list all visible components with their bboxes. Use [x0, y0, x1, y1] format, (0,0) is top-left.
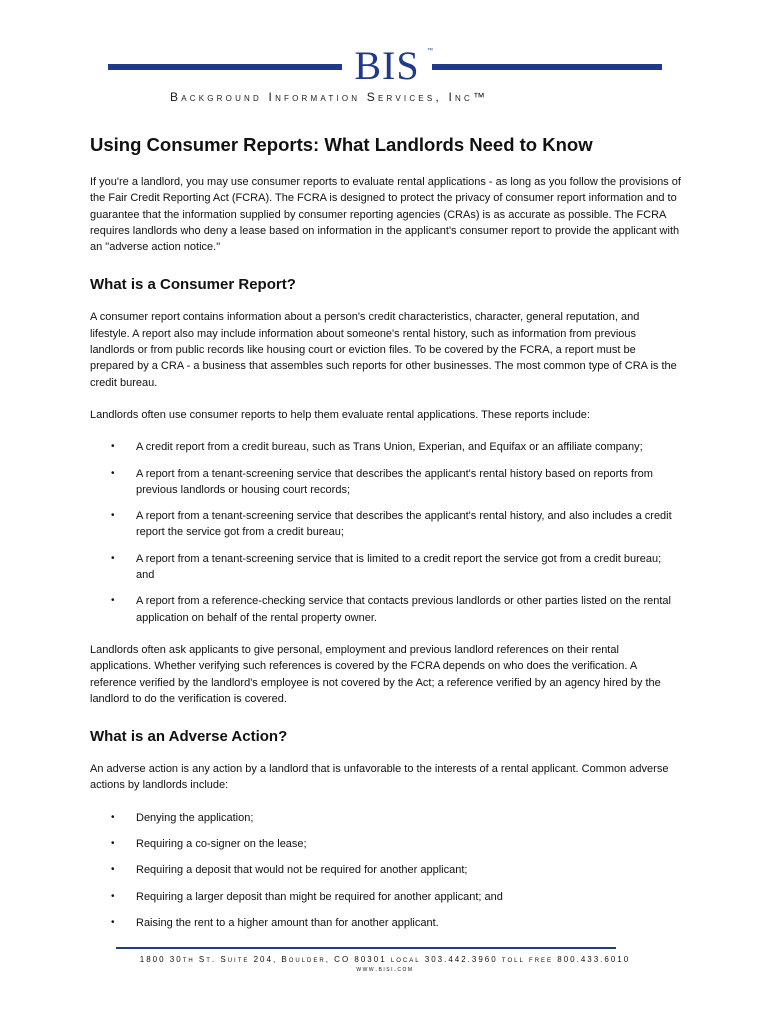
list-item: • A report from a reference-checking service that contacts previous landlords or other parties listed on the rental application on behalf of the rental property owner. — [111, 595, 671, 624]
list-item: • Requiring a deposit that would not be required for another applicant; — [90, 862, 682, 878]
references-paragraph: Landlords often ask applicants to give personal, employment and previous landlord references on their rental applications. Whether verifying such references is covered by the FCRA depends on who does the verification. A reference verified by the landlord's employee is not covered by the Act; a reference verified by an agency hired by the landlord to do the verification is covered. — [90, 643, 661, 705]
company-name: Background Information Services, Inc™ — [170, 90, 489, 104]
bullet-icon: • — [111, 916, 115, 928]
adverse-actions-list — [90, 810, 682, 931]
footer-website-link[interactable]: www.bisi.com — [356, 966, 414, 973]
company-logo: BIS — [354, 43, 420, 88]
bullet-icon: • — [111, 510, 115, 522]
document-body — [90, 134, 682, 947]
list-item: • Requiring a larger deposit than might be required for another applicant; and — [90, 889, 682, 905]
footer-rule — [116, 947, 616, 949]
list-item: • Raising the rent to a higher amount than for another applicant. — [90, 915, 682, 931]
header-rule-left — [108, 64, 342, 70]
intro-paragraph: If you're a landlord, you may use consumer reports to evaluate rental applications - as long as you follow the provisions of the Fair Credit Reporting Act (FCRA). The FCRA is designed to protect the privacy of consumer report information and to guarantee that the information supplied by consumer reporting agencies (CRAs) is as accurate as possible. The FCRA requires landlords who deny a lease based on information in the applicant's consumer report to provide the applicant with an "adverse action notice." — [90, 176, 681, 254]
bullet-icon: • — [111, 890, 115, 902]
list-item: • A report from a tenant-screening service that describes the applicant's rental history based on reports from previous landlords or housing court records; — [111, 467, 653, 496]
list-item: • Denying the application; — [90, 810, 682, 826]
adverse-action-paragraph: An adverse action is any action by a landlord that is unfavorable to the interests of a rental applicant. Common adverse actions by landlords include: — [90, 763, 669, 792]
bullet-icon: • — [111, 811, 115, 823]
bullet-icon: • — [111, 467, 115, 479]
list-item: • Requiring a co-signer on the lease; — [90, 836, 682, 852]
report-types-list — [90, 439, 682, 626]
bullet-icon: • — [111, 552, 115, 564]
list-item: • A report from a tenant-screening service that is limited to a credit report the service got from a credit bureau; and — [111, 552, 662, 582]
section-heading-adverse-action: What is an Adverse Action? — [90, 728, 288, 746]
bullet-icon: • — [111, 595, 115, 607]
bullet-icon: • — [111, 838, 115, 850]
section-heading-consumer-report: What is a Consumer Report? — [90, 276, 296, 294]
logo-trademark: ™ — [427, 48, 433, 54]
bullet-icon: • — [111, 441, 115, 453]
consumer-report-paragraph: A consumer report contains information about a person's credit characteristics, character, general reputation, and lifestyle. A report also may include information about someone's rental history, such as information from previous landlords or from public records like housing court or eviction files. To be covered by the FCRA, a report must be prepared by a CRA - a business that assembles such reports for other businesses. The most common type of CRA is the credit bureau. — [90, 311, 677, 389]
list-item: • A report from a tenant-screening service that describes the applicant's rental history, and also includes a credit report the service got from a credit bureau; — [111, 510, 672, 539]
footer-address: 1800 30th St. Suite 204, Boulder, CO 80301 local 303.442.3960 toll free 800.433.6010 — [139, 955, 631, 964]
page-title: Using Consumer Reports: What Landlords Need to Know — [90, 134, 593, 155]
header-rule-right — [432, 64, 662, 70]
list-item: • A credit report from a credit bureau, such as Trans Union, Experian, and Equifax or an affiliate company; — [90, 439, 682, 455]
reports-include-paragraph: Landlords often use consumer reports to help them evaluate rental applications. These reports include: — [90, 408, 590, 421]
bullet-icon: • — [111, 864, 115, 876]
